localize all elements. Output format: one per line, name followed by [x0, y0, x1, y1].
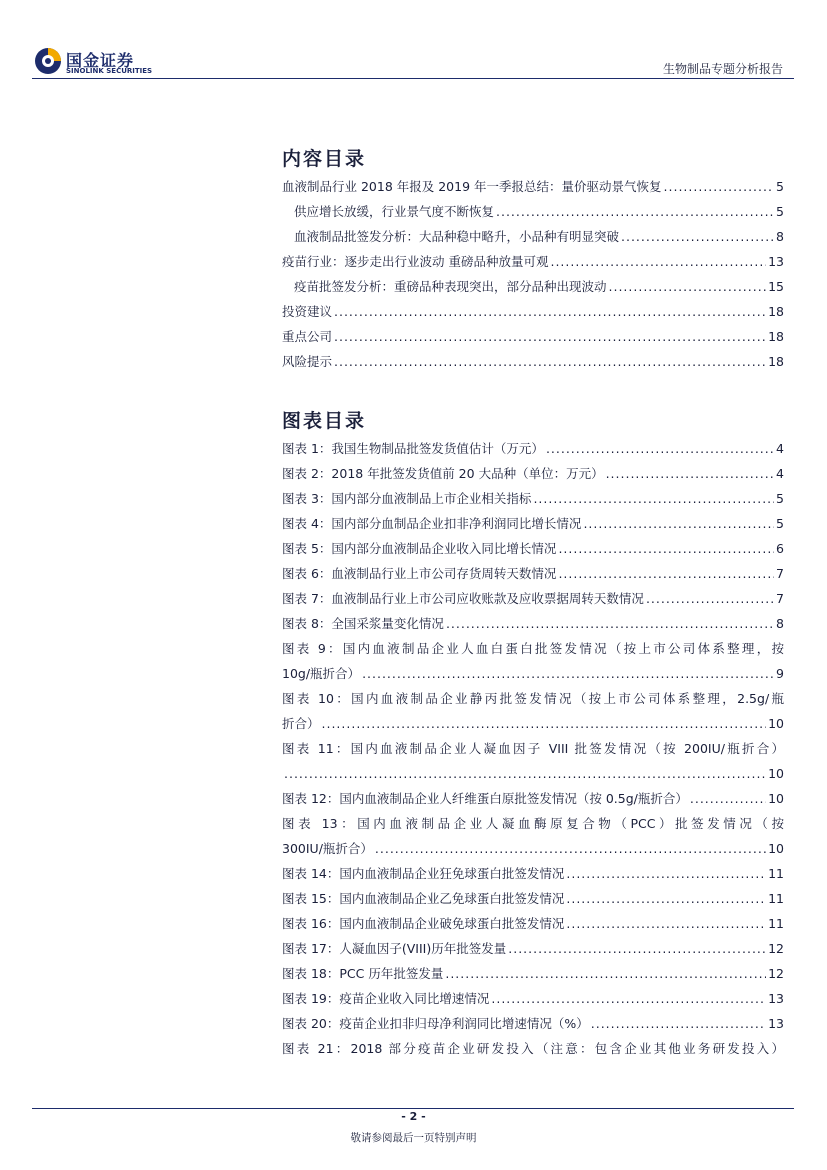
figure-entry-text: 图表 18：PCC 历年批签发量	[282, 966, 444, 981]
dot-leader	[664, 174, 775, 199]
figure-entry[interactable]	[282, 911, 784, 936]
toc-entry[interactable]	[282, 324, 784, 349]
figure-entry[interactable]	[282, 611, 784, 636]
figure-entry-text: 300IU/瓶折合）	[282, 841, 373, 856]
toc-entry-page: 13	[768, 254, 784, 269]
figure-entry-text: 图表 20：疫苗企业扣非归母净利润同比增速情况（%）	[282, 1016, 589, 1031]
toc-title: 内容目录	[282, 148, 367, 170]
figure-entry-text: 图表 3：国内部分血液制品上市企业相关指标	[282, 491, 532, 506]
figure-entry-page: 10	[768, 766, 784, 781]
dot-leader	[558, 536, 774, 561]
figure-entry[interactable]	[282, 711, 784, 736]
dot-leader	[621, 224, 774, 249]
figure-entry-page: 11	[768, 891, 784, 906]
figure-entry-page: 12	[768, 966, 784, 981]
toc-entry[interactable]	[282, 224, 784, 249]
toc-entry-page: 18	[768, 354, 784, 369]
figure-entry-line1[interactable]: 图表 9：国内血液制品企业人血白蛋白批签发情况（按上市公司体系整理，按	[282, 641, 784, 656]
figure-entry-page: 10	[768, 716, 784, 731]
figure-entry[interactable]	[282, 661, 784, 686]
toc-entry-text: 供应增长放缓，行业景气度不断恢复	[294, 204, 495, 219]
figure-entry[interactable]	[282, 836, 784, 861]
dot-leader	[334, 299, 766, 324]
figure-entry-text: 图表 12：国内血液制品企业人纤维蛋白原批签发情况（按 0.5g/瓶折合）	[282, 791, 688, 806]
toc-entry[interactable]	[282, 299, 784, 324]
dot-leader	[508, 936, 766, 961]
dot-leader	[583, 511, 774, 536]
figure-entry-page: 7	[776, 566, 784, 581]
figure-entry[interactable]	[282, 786, 784, 811]
dot-leader	[566, 886, 766, 911]
figure-entry[interactable]	[282, 861, 784, 886]
figure-entry-page: 5	[776, 491, 784, 506]
header-divider	[32, 78, 794, 79]
toc-entry-page: 18	[768, 304, 784, 319]
dot-leader	[566, 911, 766, 936]
dot-leader	[550, 249, 766, 274]
dot-leader	[322, 711, 767, 736]
footer-divider	[32, 1108, 794, 1109]
figure-entry-text: 图表 6：血液制品行业上市公司存货周转天数情况	[282, 566, 557, 581]
figure-entry-text: 图表 14：国内血液制品企业狂免球蛋白批签发情况	[282, 866, 565, 881]
figure-entry[interactable]	[282, 761, 784, 786]
dot-leader	[334, 324, 766, 349]
figure-entry-page: 4	[776, 466, 784, 481]
toc-entry-text: 血液制品行业 2018 年报及 2019 年一季报总结：量价驱动景气恢复	[282, 179, 662, 194]
logo-english-name: SINOLINK SECURITIES	[66, 67, 153, 75]
toc-entry-page: 18	[768, 329, 784, 344]
dot-leader	[690, 786, 766, 811]
toc-entry[interactable]	[282, 199, 784, 224]
toc-entry-page: 5	[776, 204, 784, 219]
figure-entry-text: 折合）	[282, 716, 320, 731]
dot-leader	[606, 461, 774, 486]
toc-entry-page: 8	[776, 229, 784, 244]
figure-entry-page: 8	[776, 616, 784, 631]
toc-entry[interactable]	[282, 174, 784, 199]
figure-entry-line1[interactable]: 图表 10：国内血液制品企业静丙批签发情况（按上市公司体系整理，2.5g/瓶	[282, 691, 784, 706]
dot-leader	[445, 961, 766, 986]
dot-leader	[446, 611, 774, 636]
figure-entry[interactable]	[282, 436, 784, 461]
dot-leader	[558, 561, 774, 586]
toc-entry-text: 疫苗批签发分析：重磅品种表现突出，部分品种出现波动	[294, 279, 607, 294]
figure-entry[interactable]	[282, 936, 784, 961]
dot-leader	[334, 349, 766, 374]
figure-entry-page: 13	[768, 1016, 784, 1031]
toc-entry-page: 15	[768, 279, 784, 294]
figure-entry[interactable]	[282, 961, 784, 986]
figure-entry-page: 5	[776, 516, 784, 531]
figure-entry[interactable]	[282, 886, 784, 911]
figure-entry-text: 图表 4：国内部分血制品企业扣非净利润同比增长情况	[282, 516, 582, 531]
figure-entry-text: 图表 2：2018 年批签发货值前 20 大品种（单位：万元）	[282, 466, 604, 481]
toc-list	[282, 174, 784, 374]
report-title: 生物制品专题分析报告	[662, 62, 783, 76]
figure-entry-text: 图表 5：国内部分血液制品企业收入同比增长情况	[282, 541, 557, 556]
figure-entry[interactable]	[282, 561, 784, 586]
figure-entry-line1[interactable]: 图表 21：2018 部分疫苗企业研发投入（注意：包含企业其他业务研发投入）	[282, 1041, 784, 1056]
dot-leader	[546, 436, 774, 461]
figure-entry-text: 图表 17：人凝血因子(VIII)历年批签发量	[282, 941, 507, 956]
figure-entry-text: 图表 19：疫苗企业收入同比增速情况	[282, 991, 490, 1006]
figure-entry[interactable]	[282, 461, 784, 486]
figure-entry-page: 7	[776, 591, 784, 606]
figure-entry-page: 12	[768, 941, 784, 956]
figure-entry-page: 6	[776, 541, 784, 556]
figure-entry-text: 图表 1：我国生物制品批签发货值估计（万元）	[282, 441, 544, 456]
figure-entry-line1[interactable]: 图表 13：国内血液制品企业人凝血酶原复合物（PCC）批签发情况（按	[282, 816, 784, 831]
figure-entry-text: 图表 7：血液制品行业上市公司应收账款及应收票据周转天数情况	[282, 591, 644, 606]
toc-entry-text: 血液制品批签发分析：大品种稳中略升，小品种有明显突破	[294, 229, 620, 244]
figure-entry-page: 10	[768, 791, 784, 806]
page-number: - 2 -	[401, 1110, 426, 1123]
toc-entry-text: 疫苗行业：逐步走出行业波动 重磅品种放量可观	[282, 254, 549, 269]
figure-entry-page: 11	[768, 866, 784, 881]
figure-entry-line1[interactable]: 图表 11：国内血液制品企业人凝血因子 VIII 批签发情况（按 200IU/瓶折合）	[282, 741, 784, 756]
dot-leader	[375, 836, 766, 861]
toc-entry-text: 风险提示	[282, 354, 333, 369]
dot-leader	[533, 486, 774, 511]
sinolink-logo-icon	[34, 47, 62, 75]
figure-entry-text: 10g/瓶折合）	[282, 666, 361, 681]
figure-entry-page: 10	[768, 841, 784, 856]
figure-entry-text: 图表 16：国内血液制品企业破免球蛋白批签发情况	[282, 916, 565, 931]
dot-leader	[609, 274, 767, 299]
dot-leader	[362, 661, 774, 686]
dot-leader	[496, 199, 774, 224]
figure-entry-text: 图表 15：国内血液制品企业乙免球蛋白批签发情况	[282, 891, 565, 906]
footer-disclaimer: 敬请参阅最后一页特别声明	[350, 1132, 477, 1144]
dot-leader	[284, 761, 766, 786]
figure-entry[interactable]	[282, 536, 784, 561]
toc-entry[interactable]	[282, 349, 784, 374]
toc-entry[interactable]	[282, 274, 784, 299]
figure-entry-page: 4	[776, 441, 784, 456]
dot-leader	[591, 1011, 766, 1036]
figure-entry-page: 9	[776, 666, 784, 681]
toc-entry-text: 投资建议	[282, 304, 333, 319]
figure-entry[interactable]	[282, 511, 784, 536]
toc-entry[interactable]	[282, 249, 784, 274]
figure-entry[interactable]	[282, 586, 784, 611]
dot-leader	[491, 986, 766, 1011]
figures-title: 图表目录	[282, 410, 367, 432]
logo-chinese-name: 国金证券	[66, 51, 135, 70]
figures-list	[282, 436, 784, 1061]
dot-leader	[646, 586, 774, 611]
page-header	[0, 0, 827, 80]
figure-entry[interactable]	[282, 486, 784, 511]
figure-entry-page: 13	[768, 991, 784, 1006]
dot-leader	[566, 861, 766, 886]
figure-entry[interactable]	[282, 1011, 784, 1036]
figure-entry-text: 图表 8：全国采浆量变化情况	[282, 616, 444, 631]
figure-entry[interactable]	[282, 986, 784, 1011]
toc-entry-page: 5	[776, 179, 784, 194]
figure-entry-page: 11	[768, 916, 784, 931]
toc-entry-text: 重点公司	[282, 329, 333, 344]
